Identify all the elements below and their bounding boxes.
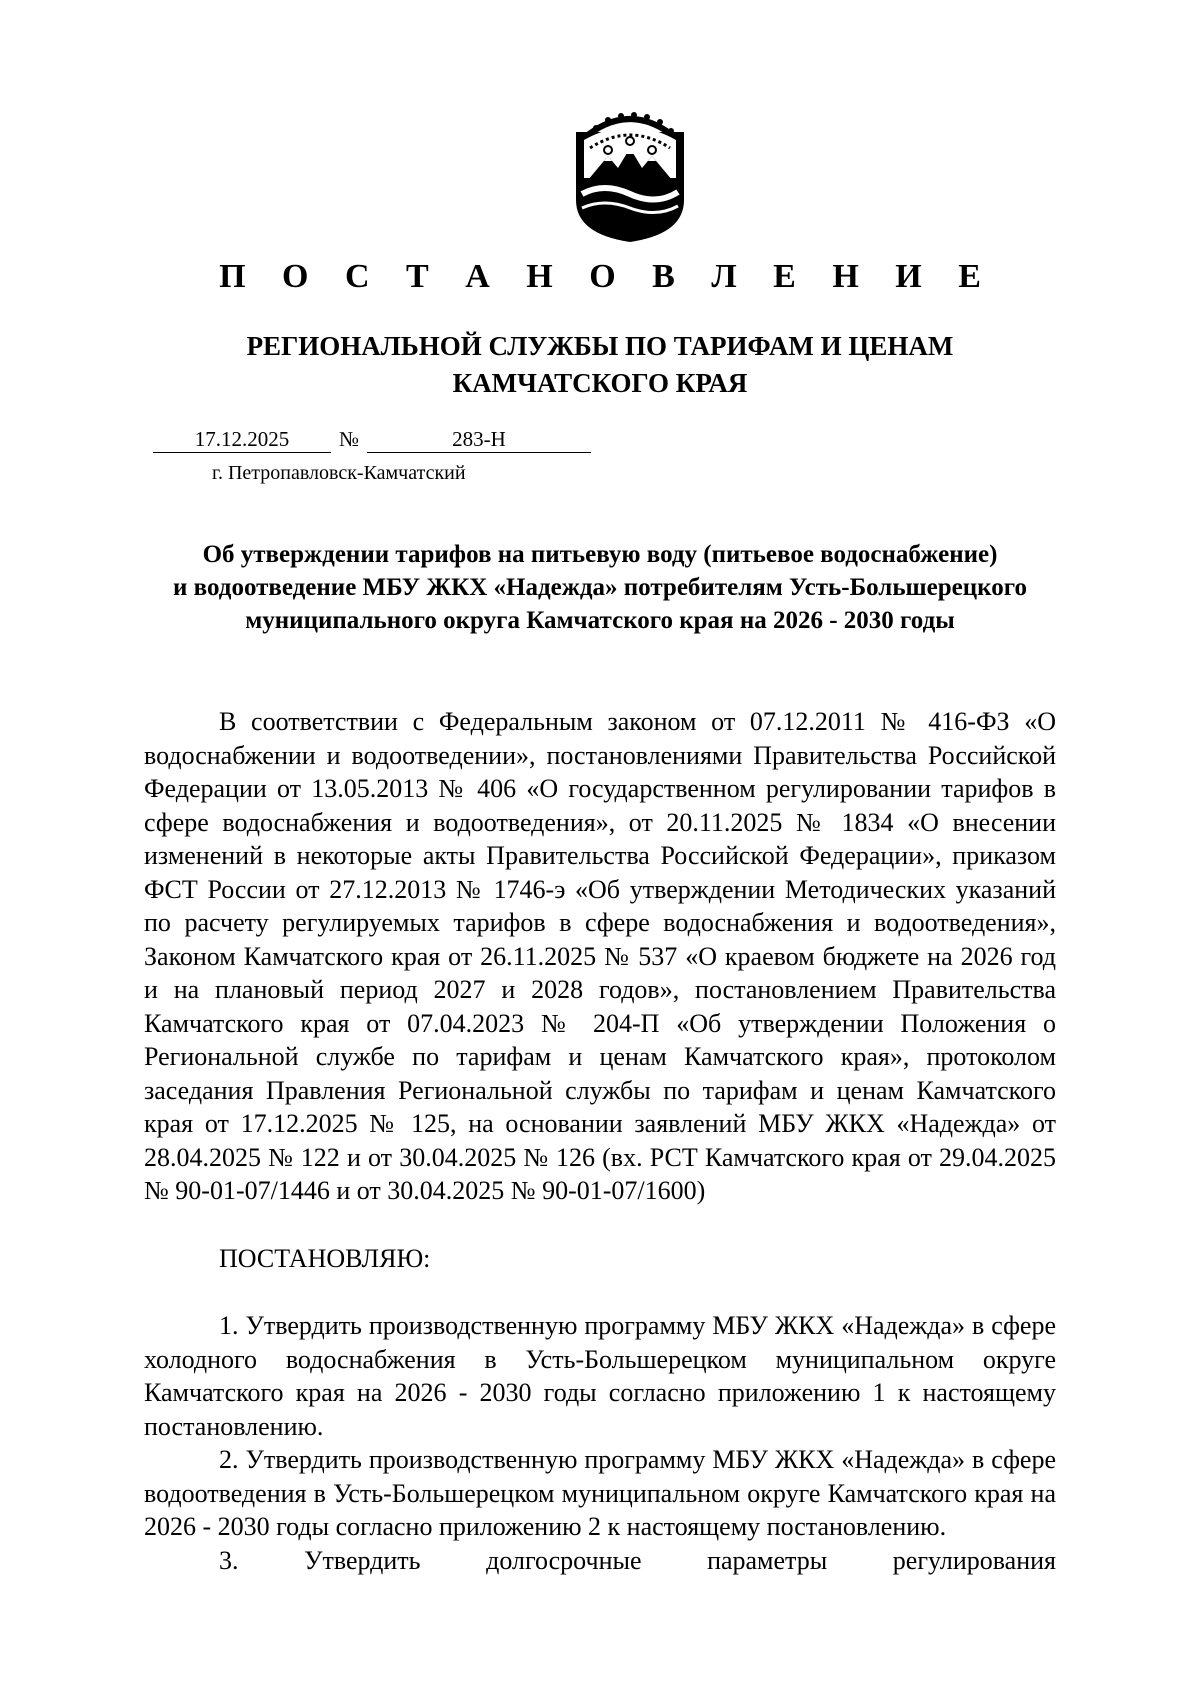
number-sign: № [338, 427, 360, 451]
place-of-issue: г. Петропавловск-Камчатский [212, 462, 466, 484]
date-number-row [153, 426, 583, 454]
kamchatka-coat-of-arms-emblem [574, 108, 686, 244]
preamble-paragraph: В соответствии с Федеральным законом от 07.12.2011 № 416-ФЗ «О водоснабжении и водоотведении», постановлениями Правительства Российской Федерации от 13.05.2013 № 406 «О государственном регулировании тарифов в сфере водоснабжения и водоотведения», от 20.11.2025 № 1834 «О внесении изменений в некоторые акты Правительства Российской Федерации», приказом ФСТ России от 27.12.2013 № 1746-э «Об утверждении Методических указаний по расчету регулируемых тарифов в сфере водоснабжения и водоотведения», Законом Камчатского края от 26.11.2025 № 537 «О краевом бюджете на 2026 год и на плановый период 2027 и 2028 годов», постановлением Правительства Камчатского края от 07.04.2023 № 204-П «Об утверждении Положения о Региональной службе по тарифам и ценам Камчатского края», протоколом заседания Правления Региональной службы по тарифам и ценам Камчатского края от 17.12.2025 № 125, на основании заявлений МБУ ЖКХ «Надежда» от 28.04.2025 № 122 и от 30.04.2025 № 126 (вх. РСТ Камчатского края от 29.04.2025 № 90-01-07/1446 и от 30.04.2025 № 90-01-07/1600) [144, 707, 1056, 1205]
resolution-item: 2. Утвердить производственную программу МБУ ЖКХ «Надежда» в сфере водоотведения в Усть-Большерецком муниципальном округе Камчатского края на 2026 - 2030 годы согласно приложению 2 к настоящему постановлению. [144, 1445, 1056, 1541]
document-type-heading: П О С Т А Н О В Л Е Н И Е [219, 258, 995, 295]
title-line: и водоотведение МБУ ЖКХ «Надежда» потребителям Усть-Большерецкого [173, 574, 1027, 601]
document-title [150, 538, 1050, 637]
document-body [144, 705, 1056, 1577]
resolution-items [144, 1309, 1056, 1577]
resolution-item: 3. Утвердить долгосрочные параметры регулирования [219, 1545, 1056, 1575]
issuer-line: КАМЧАТСКОГО КРАЯ [452, 368, 748, 398]
document-date: 17.12.2025 [153, 426, 331, 453]
resolution-item: 1. Утвердить производственную программу МБУ ЖКХ «Надежда» в сфере холодного водоснабжения в Усть-Большерецком муниципальном округе Камчатского края на 2026 - 2030 годы согласно приложению 1 к настоящему постановлению. [144, 1311, 1056, 1441]
title-line: муниципального округа Камчатского края на 2026 - 2030 годы [245, 607, 955, 634]
issuer-heading [0, 328, 1200, 402]
issuer-line: РЕГИОНАЛЬНОЙ СЛУЖБЫ ПО ТАРИФАМ И ЦЕНАМ [246, 331, 954, 361]
resolve-statement: ПОСТАНОВЛЯЮ: [219, 1243, 431, 1273]
document-number: 283-Н [367, 426, 591, 453]
coat-of-arms-icon [574, 108, 686, 244]
title-line: Об утверждении тарифов на питьевую воду (питьевое водоснабжение) [202, 541, 998, 568]
